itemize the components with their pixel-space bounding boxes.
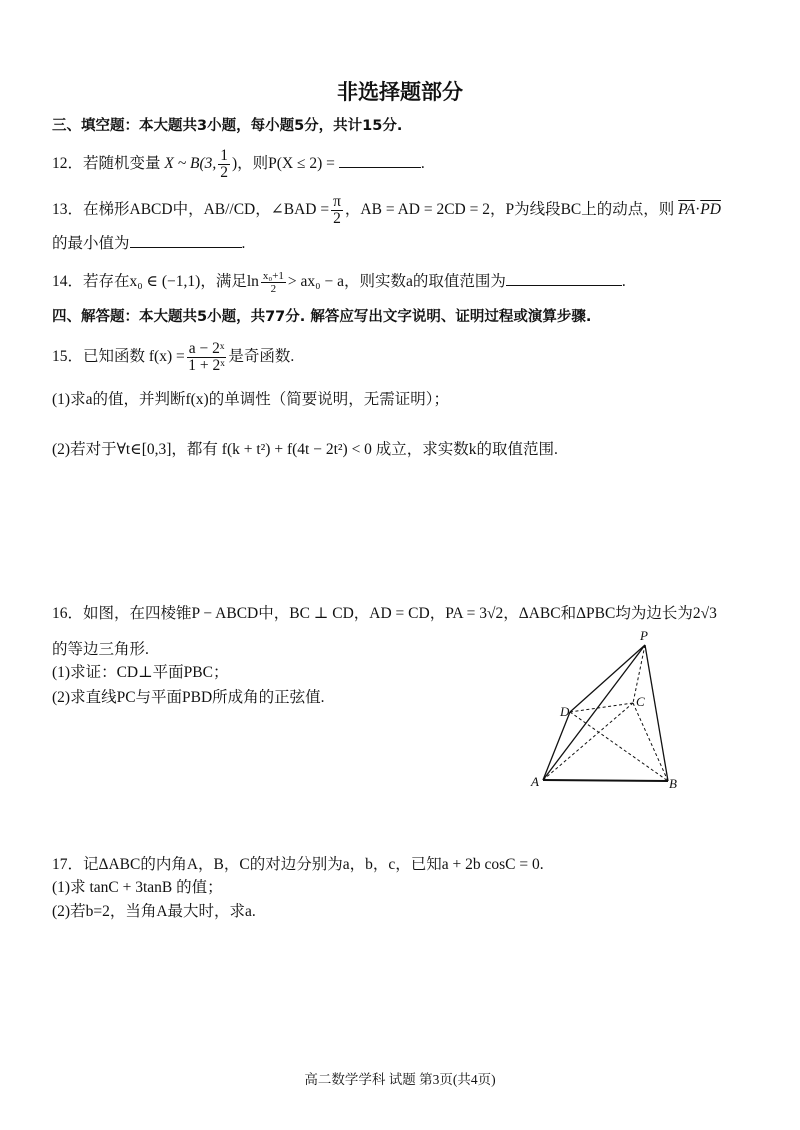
q13-text-b: ，AB = AD = 2CD = 2，P为线段BC上的动点，则 xyxy=(344,201,675,219)
q12-dist: X ~ B(3, xyxy=(164,155,217,173)
q15-num: a − 2ˣ xyxy=(188,340,225,357)
page-title: 非选择题部分 xyxy=(337,80,463,104)
edge-pd xyxy=(570,645,645,712)
section-fill-in-heading: 三、填空题：本大题共3小题，每小题5分，共计15分. xyxy=(52,118,403,134)
q13-text-a: 13．在梯形ABCD中，AB//CD，∠BAD = xyxy=(52,201,330,219)
q12-prefix: 12．若随机变量 xyxy=(52,155,161,173)
q13-end: . xyxy=(241,235,246,252)
q15-text-b: 是奇函数. xyxy=(228,348,295,366)
q16-line2: 的等边三角形. xyxy=(52,641,149,658)
q14-num: x₀+1 xyxy=(262,270,284,282)
q15-text-a: 15．已知函数 f(x) = xyxy=(52,348,185,366)
q15-part1: (1)求a的值，并判断f(x)的单调性（简要说明，无需证明）； xyxy=(52,391,449,408)
edge-ab xyxy=(543,780,668,781)
edge-pb xyxy=(645,645,668,781)
label-c: C xyxy=(636,694,645,709)
q12-close: )，则P(X ≤ 2) = xyxy=(232,155,335,173)
q13-dot: · xyxy=(695,201,701,219)
edge-ac xyxy=(543,703,633,780)
q16-part2: (2)求直线PC与平面PBD所成角的正弦值. xyxy=(52,689,325,706)
edge-da xyxy=(543,712,570,780)
q17-part1: (1)求 tanC + 3tanB 的值； xyxy=(52,879,223,896)
q13-num: π xyxy=(333,193,341,210)
q13-den: 2 xyxy=(333,210,341,227)
edge-pa xyxy=(543,645,645,780)
label-a: A xyxy=(531,774,539,789)
q16-line1: 16．如图，在四棱锥P − ABCD中，BC ⊥ CD，AD = CD，PA = 3√2，ΔABC和ΔPBC均为边长为2√3 xyxy=(52,605,717,622)
q14-end: . xyxy=(621,273,626,291)
q13-vector-pa: $\overline{PA}$ xyxy=(678,201,696,219)
q17-part2: (2)若b=2，当角A最大时，求a. xyxy=(52,903,256,920)
q17-line1: 17．记ΔABC的内角A，B，C的对边分别为a，b，c，已知a + 2b cosC = 0. xyxy=(52,856,544,873)
q16-part1: (1)求证：CD⊥平面PBC； xyxy=(52,664,229,681)
q12-end: . xyxy=(420,155,425,173)
q12-den: 2 xyxy=(220,164,228,181)
q14-den: 2 xyxy=(270,283,277,295)
q12-num: 1 xyxy=(220,147,228,164)
label-b: B xyxy=(669,776,677,791)
edge-cb xyxy=(633,703,668,781)
section-answer-heading: 四、解答题：本大题共5小题，共77分. 解答应写出文字说明、证明过程或演算步骤. xyxy=(52,309,592,325)
label-d: D xyxy=(560,704,570,719)
label-p: P xyxy=(640,628,648,643)
q13-line2-text: 的最小值为 xyxy=(52,235,130,252)
q15-part2: (2)若对于∀t∈[0,3]，都有 f(k + t²) + f(4t − 2t²) < 0 成立，求实数k的取值范围. xyxy=(52,441,558,458)
q14-text-b: > ax₀ − a，则实数a的取值范围为 xyxy=(287,273,506,291)
edge-db xyxy=(570,712,668,781)
q15-den: 1 + 2ˣ xyxy=(188,357,225,374)
page-footer: 高二数学学科 试题 第3页(共4页) xyxy=(304,1072,496,1087)
q14-text-a: 14．若存在x₀ ∈ (−1,1)，满足ln xyxy=(52,273,259,291)
q13-vector-pd: $\overline{PD}$ xyxy=(700,201,721,219)
